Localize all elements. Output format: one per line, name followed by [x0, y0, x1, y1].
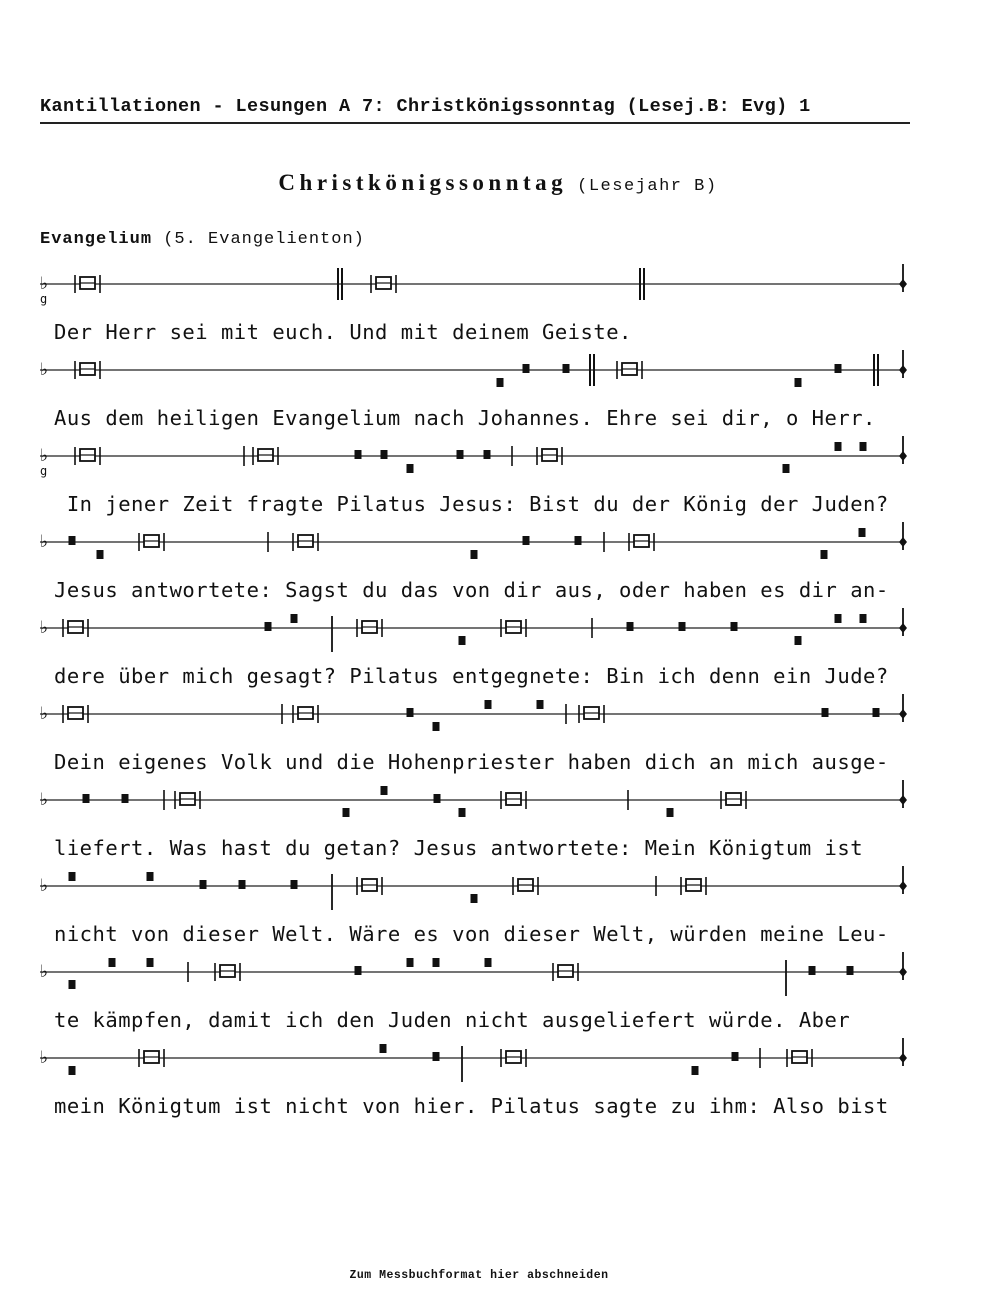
square-note: [69, 1066, 76, 1075]
title-sub: (Lesejahr B): [577, 177, 718, 196]
square-note: [692, 1066, 699, 1075]
square-note: [783, 464, 790, 473]
square-note: [381, 786, 388, 795]
square-note: [457, 450, 464, 459]
lyric-line-9: te kämpfen, damit ich den Juden nicht ausgeliefert würde. Aber: [54, 1008, 851, 1032]
square-note: [575, 536, 582, 545]
end-diamond: [899, 795, 907, 805]
square-note: [265, 622, 272, 631]
clef-g-mark: g: [40, 464, 48, 478]
square-note: [563, 364, 570, 373]
square-note: [433, 958, 440, 967]
square-note: [821, 550, 828, 559]
square-note: [835, 614, 842, 623]
square-note: [537, 700, 544, 709]
square-note: [433, 722, 440, 731]
end-diamond: [899, 709, 907, 719]
lyric-line-6: Dein eigenes Volk und die Hohenpriester haben dich an mich ausge-: [54, 750, 889, 774]
square-note: [291, 880, 298, 889]
square-note: [83, 794, 90, 803]
section-tone: (5. Evangelienton): [163, 230, 365, 249]
square-note: [731, 622, 738, 631]
square-note: [471, 550, 478, 559]
square-note: [822, 708, 829, 717]
flat-sign: ♭: [40, 876, 49, 896]
square-note: [291, 614, 298, 623]
square-note: [433, 1052, 440, 1061]
page-header: Kantillationen - Lesungen A 7: Christkönigssonntag (Lesej.B: Evg) 1: [40, 96, 811, 117]
square-note: [484, 450, 491, 459]
square-note: [122, 794, 129, 803]
flat-sign: ♭: [40, 704, 49, 724]
end-diamond: [899, 279, 907, 289]
end-diamond: [899, 537, 907, 547]
square-note: [380, 1044, 387, 1053]
square-note: [795, 378, 802, 387]
end-diamond: [899, 451, 907, 461]
square-note: [627, 622, 634, 631]
end-diamond: [899, 623, 907, 633]
lyric-line-10: mein Königtum ist nicht von hier. Pilatus sagte zu ihm: Also bist: [54, 1094, 889, 1118]
square-note: [847, 966, 854, 975]
flat-sign: ♭: [40, 360, 49, 380]
lyric-line-7: liefert. Was hast du getan? Jesus antwortete: Mein Königtum ist: [54, 836, 864, 860]
square-note: [860, 442, 867, 451]
square-note: [407, 708, 414, 717]
square-note: [239, 880, 246, 889]
square-note: [860, 614, 867, 623]
flat-sign: ♭: [40, 532, 49, 552]
lyric-line-4: Jesus antwortete: Sagst du das von dir aus, oder haben es dir an-: [54, 578, 889, 602]
square-note: [485, 700, 492, 709]
square-note: [873, 708, 880, 717]
lyric-line-3: In jener Zeit fragte Pilatus Jesus: Bist du der König der Juden?: [54, 492, 889, 516]
cut-instruction: Zum Messbuchformat hier abschneiden: [349, 1269, 609, 1282]
square-note: [835, 364, 842, 373]
square-note: [147, 958, 154, 967]
square-note: [471, 894, 478, 903]
lyric-line-2: Aus dem heiligen Evangelium nach Johannes. Ehre sei dir, o Herr.: [54, 406, 876, 430]
square-note: [523, 536, 530, 545]
square-note: [459, 808, 466, 817]
square-note: [69, 980, 76, 989]
square-note: [667, 808, 674, 817]
square-note: [795, 636, 802, 645]
square-note: [69, 536, 76, 545]
end-diamond: [899, 881, 907, 891]
flat-sign: ♭: [40, 1048, 49, 1068]
square-note: [809, 966, 816, 975]
flat-sign: ♭: [40, 618, 49, 638]
square-note: [147, 872, 154, 881]
flat-sign: ♭: [40, 962, 49, 982]
square-note: [407, 958, 414, 967]
square-note: [355, 450, 362, 459]
square-note: [200, 880, 207, 889]
square-note: [485, 958, 492, 967]
square-note: [679, 622, 686, 631]
flat-sign: ♭: [40, 274, 49, 294]
square-note: [69, 872, 76, 881]
square-note: [434, 794, 441, 803]
square-note: [381, 450, 388, 459]
clef-g-mark: g: [40, 292, 48, 306]
lyric-line-1: Der Herr sei mit euch. Und mit deinem Geiste.: [54, 320, 632, 344]
lyric-line-8: nicht von dieser Welt. Wäre es von dieser Welt, würden meine Leu-: [54, 922, 889, 946]
square-note: [355, 966, 362, 975]
square-note: [835, 442, 842, 451]
square-note: [732, 1052, 739, 1061]
title-main: Christkönigssonntag: [278, 170, 568, 195]
square-note: [97, 550, 104, 559]
square-note: [523, 364, 530, 373]
end-diamond: [899, 1053, 907, 1063]
square-note: [407, 464, 414, 473]
end-diamond: [899, 967, 907, 977]
square-note: [859, 528, 866, 537]
lyric-line-5: dere über mich gesagt? Pilatus entgegnete: Bin ich denn ein Jude?: [54, 664, 889, 688]
square-note: [459, 636, 466, 645]
square-note: [497, 378, 504, 387]
flat-sign: ♭: [40, 790, 49, 810]
end-diamond: [899, 365, 907, 375]
section-label: Evangelium: [40, 230, 153, 249]
flat-sign: ♭: [40, 446, 49, 466]
square-note: [343, 808, 350, 817]
square-note: [109, 958, 116, 967]
